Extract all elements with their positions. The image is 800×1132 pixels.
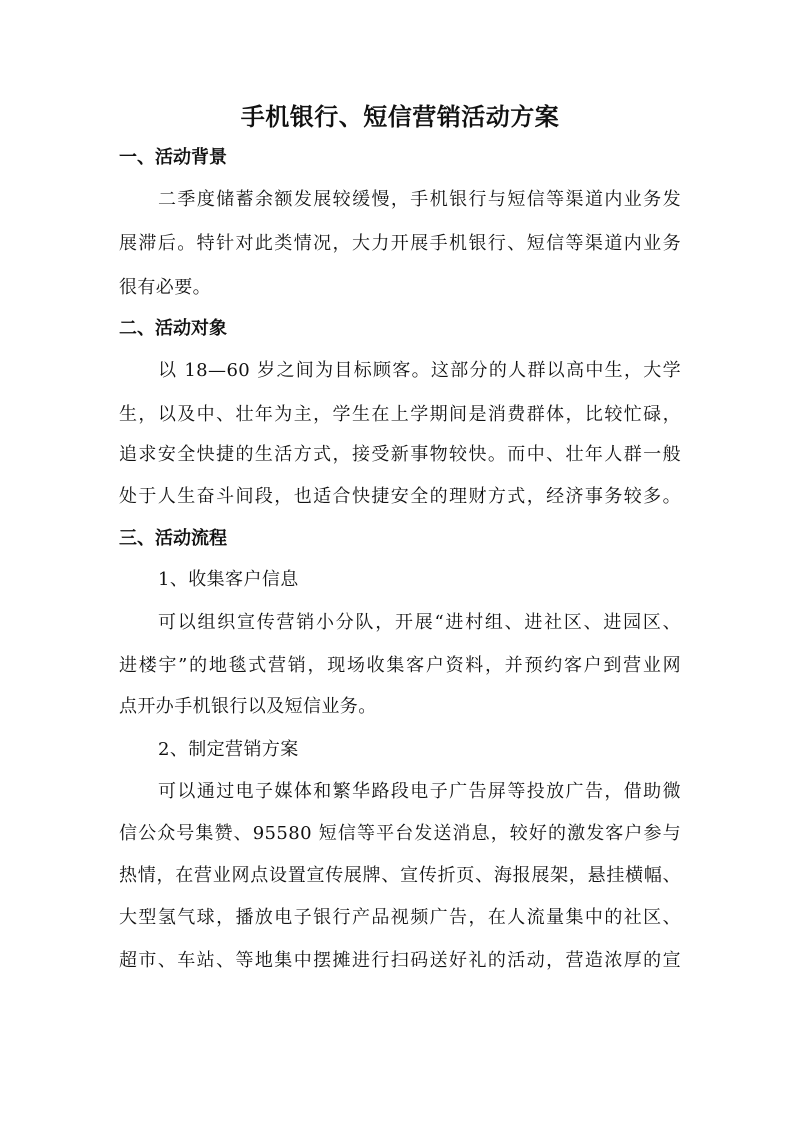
paragraph-line: 点开办手机银行以及短信业务。 <box>119 696 377 717</box>
document-title: 手机银行、短信营销活动方案 <box>240 103 560 131</box>
paragraph-line: 进楼宇”的地毯式营销，现场收集客户资料，并预约客户到营业网 <box>119 655 681 676</box>
section-heading-background: 一、活动背景 <box>119 147 227 168</box>
paragraph-line: 可以组织宣传营销小分队，开展“进村组、进社区、进园区、 <box>158 612 681 633</box>
paragraph-line: 追求安全快捷的生活方式，接受新事物较快。而中、壮年人群一般 <box>119 444 681 465</box>
paragraph-line: 信公众号集赞、95580 短信等平台发送消息，较好的激发客户参与 <box>119 823 681 844</box>
paragraph-line: 生，以及中、壮年为主，学生在上学期间是消费群体，比较忙碌， <box>119 404 681 425</box>
paragraph-line: 很有必要。 <box>119 277 211 298</box>
subheading-marketing-plan: 2、制定营销方案 <box>158 739 299 760</box>
subheading-collect-info: 1、收集客户信息 <box>158 569 299 590</box>
paragraph-line: 大型氢气球，播放电子银行产品视频广告，在人流量集中的社区、 <box>119 907 681 928</box>
paragraph-line: 处于人生奋斗间段，也适合快捷安全的理财方式，经济事务较多。 <box>119 486 681 507</box>
paragraph-line: 热情，在营业网点设置宣传展牌、宣传折页、海报展架，悬挂横幅、 <box>119 865 681 886</box>
paragraph-line: 展滞后。特针对此类情况，大力开展手机银行、短信等渠道内业务 <box>119 233 681 254</box>
paragraph-line: 二季度储蓄余额发展较缓慢，手机银行与短信等渠道内业务发 <box>158 189 681 210</box>
section-heading-target: 二、活动对象 <box>119 318 227 339</box>
paragraph-line: 超市、车站、等地集中摆摊进行扫码送好礼的活动，营造浓厚的宣 <box>119 950 681 971</box>
section-heading-process: 三、活动流程 <box>119 528 227 549</box>
paragraph-line: 以 18—60 岁之间为目标顾客。这部分的人群以高中生，大学 <box>158 360 681 381</box>
paragraph-line: 可以通过电子媒体和繁华路段电子广告屏等投放广告，借助微 <box>158 781 681 802</box>
